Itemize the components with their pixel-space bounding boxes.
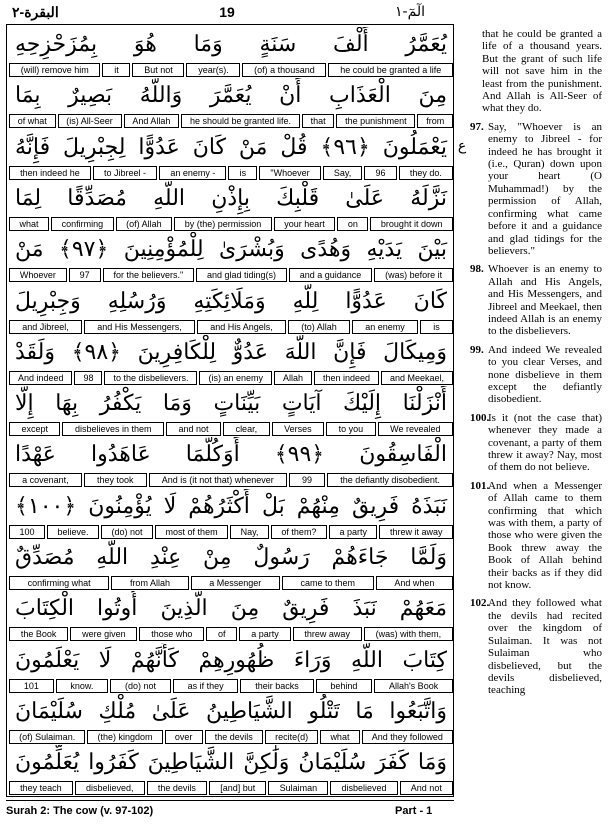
word-meaning: and His Messengers, <box>84 320 195 334</box>
word-meanings <box>9 781 453 795</box>
verse-translation: And when a Messenger of Allah came to them confirming that which was with them, a party of those who were given the Book threw away the Book of Allah behind their backs as if they did not know. <box>488 479 602 592</box>
word-meanings <box>9 679 453 693</box>
word-meaning: he should be granted life. <box>181 114 300 128</box>
word-meanings <box>9 166 453 180</box>
word-meaning: except <box>9 422 61 436</box>
word-meaning: a party <box>239 627 290 641</box>
word-meaning: 96 <box>364 166 396 180</box>
ruku-mark: ع <box>457 138 467 154</box>
word-meaning: those who <box>139 627 204 641</box>
arabic-text: وَاتَّبَعُوا مَا تَتْلُو الشَّيَاطِينُ عَلَىٰ مُلْكِ سُلَيْمَانَ <box>15 698 447 724</box>
word-meanings <box>9 371 453 385</box>
word-meaning: year(s). <box>186 63 240 77</box>
translation-verse <box>470 344 602 406</box>
verse-number: 98. <box>470 263 484 276</box>
word-meaning: then indeed he <box>9 166 91 180</box>
word-meaning: the devils <box>147 781 207 795</box>
word-meaning: were given <box>70 627 137 641</box>
word-meaning: Say, <box>323 166 363 180</box>
word-meaning: 99 <box>289 473 325 487</box>
footer-divider <box>6 800 454 801</box>
word-by-word-panel <box>6 24 454 797</box>
verse-translation: Is it (not the case that) whenever they made a covenant, a party of them threw it away? Nay, most of them do not believe. <box>488 411 602 474</box>
word-meaning: But not <box>132 63 184 77</box>
word-meaning: recite(d) <box>265 730 318 744</box>
verse-number: 97. <box>470 120 484 133</box>
translation-verse <box>470 597 602 696</box>
footer-surah-info: Surah 2: The cow (v. 97-102) <box>6 805 154 817</box>
word-meanings <box>9 627 453 641</box>
header-part-name: الٓمٓ-١ <box>395 4 426 20</box>
arabic-text: أَنْزَلْنَا إِلَيْكَ آيَاتٍ بَيِّنَاتٍ وَمَا يَكْفُرُ بِهَا إِلَّا <box>15 391 447 417</box>
word-meaning: came to them <box>282 576 374 590</box>
translation-panel <box>470 28 602 798</box>
arabic-text: كِتَابَ اللَّهِ وَرَاءَ ظُهُورِهِمْ كَأَنَّهُمْ لَا يَعْلَمُونَ <box>15 647 447 673</box>
word-meaning: And is (it not that) whenever <box>149 473 287 487</box>
word-meaning: (will) remove him <box>9 63 100 77</box>
verse-line <box>9 643 453 694</box>
word-meaning: (of) a thousand <box>242 63 326 77</box>
word-meaning: over <box>165 730 203 744</box>
word-meaning: And they followed <box>362 730 453 744</box>
word-meaning: the devils <box>205 730 263 744</box>
word-meaning: a Messenger <box>191 576 280 590</box>
word-meaning: is <box>420 320 453 334</box>
verse-number: 101. <box>470 479 490 492</box>
word-meanings <box>9 114 453 128</box>
word-meaning: of what <box>9 114 56 128</box>
word-meaning: disbelieves in them <box>62 422 164 436</box>
verse-translation: And indeed We revealed to you clear Verses, and none disbelieve in them except the defiantly disobedient. <box>488 343 602 406</box>
word-meaning: the defiantly disobedient. <box>327 473 453 487</box>
arabic-text: يُعَمَّرُ أَلْفَ سَنَةٍ وَمَا هُوَ بِمُزَحْزِحِهِ <box>15 32 447 57</box>
translation-verse <box>470 263 602 337</box>
verse-line <box>9 232 453 283</box>
word-meaning: (the) kingdom <box>87 730 162 744</box>
word-meaning: [and] but <box>209 781 266 795</box>
word-meaning: they do. <box>399 166 453 180</box>
word-meaning: the punishment <box>336 114 415 128</box>
arabic-text: مِنَ الْعَذَابِ أَنْ يُعَمَّرَ وَاللَّهُ بَصِيرٌ بِمَا <box>15 83 447 109</box>
word-meaning: Sulaiman <box>268 781 328 795</box>
word-meaning: Whoever <box>9 268 67 282</box>
word-meaning: behind <box>316 679 373 693</box>
verse-line <box>9 591 453 642</box>
word-meaning: (is) All-Seer <box>58 114 122 128</box>
verse-number: 102. <box>470 597 490 610</box>
word-meaning: and Meekael, <box>381 371 453 385</box>
word-meaning: disbelieved, <box>75 781 145 795</box>
word-meaning: (is) an enemy <box>199 371 272 385</box>
word-meaning: and glad tiding(s) <box>196 268 287 282</box>
word-meaning: (of) Allah <box>116 217 173 231</box>
word-meaning: believe. <box>47 525 99 539</box>
word-meanings <box>9 63 453 77</box>
page-number: 19 <box>219 4 235 20</box>
word-meaning: (do) not <box>101 525 153 539</box>
word-meaning: their backs <box>240 679 313 693</box>
word-meaning: threw it away <box>379 525 453 539</box>
word-meaning: an enemy - <box>159 166 226 180</box>
word-meaning: to you <box>326 422 376 436</box>
word-meanings <box>9 473 453 487</box>
word-meaning: (do) not <box>110 679 171 693</box>
word-meaning: We revealed <box>378 422 453 436</box>
verse-line <box>9 181 453 232</box>
word-meaning: it <box>102 63 130 77</box>
verse-translation: Say, "Whoever is an enemy to Jibreel - for indeed he has brought it (i.e., Quran) down upon your heart (O Muhammad!) by the permission of Allah, confirming what came before it and a guidance and glad tidings for the believers." <box>488 120 602 257</box>
word-meaning: 101 <box>9 679 54 693</box>
word-meanings <box>9 217 453 231</box>
verse-number: 99. <box>470 343 484 356</box>
translation-verse <box>470 121 602 257</box>
word-meaning: and His Angels, <box>197 320 286 334</box>
word-meaning: they took <box>84 473 147 487</box>
word-meaning: And when <box>376 576 453 590</box>
arabic-text: وَمِيكَالَ فَإِنَّ اللَّهَ عَدُوٌّ لِلْكَافِرِينَ ﴿٩٨﴾ وَلَقَدْ <box>15 339 447 365</box>
translation-verse <box>470 480 602 592</box>
verse-line <box>9 540 453 591</box>
word-meaning: for the believers." <box>103 268 195 282</box>
verse-translation: And they followed what the devils had recited over the kingdom of Sulaiman. It was not Sulaiman who disbelieved, but the devils disbelieved, teaching <box>488 597 602 697</box>
word-meaning: to the disbelievers. <box>104 371 197 385</box>
header-surah-name: البقرة-٢ <box>12 4 59 20</box>
word-meaning: "Whoever <box>259 166 321 180</box>
word-meaning: most of them <box>155 525 228 539</box>
word-meaning: and a guidance <box>289 268 372 282</box>
verse-line <box>9 694 453 745</box>
word-meaning: 100 <box>9 525 45 539</box>
word-meaning: threw away <box>293 627 362 641</box>
word-meanings <box>9 730 453 744</box>
word-meaning: and not <box>166 422 221 436</box>
word-meaning: from <box>417 114 453 128</box>
word-meaning: clear, <box>223 422 270 436</box>
arabic-text: الْفَاسِقُونَ ﴿٩٩﴾ أَوَكُلَّمَا عَاهَدُوا عَهْدًا <box>15 442 447 468</box>
arabic-text: نَبَذَهُ فَرِيقٌ مِنْهُمْ بَلْ أَكْثَرُهُمْ لَا يُؤْمِنُونَ ﴿١٠٠﴾ <box>15 493 447 519</box>
word-meaning: 97 <box>69 268 101 282</box>
verse-line <box>9 78 453 129</box>
word-meanings <box>9 268 453 282</box>
word-meaning: what <box>9 217 49 231</box>
arabic-text: نَزَّلَهُ عَلَىٰ قَلْبِكَ بِإِذْنِ اللَّهِ مُصَدِّقًا لِمَا <box>15 185 447 211</box>
verse-line <box>9 27 453 78</box>
word-meanings <box>9 320 453 334</box>
arabic-text: وَلَمَّا جَاءَهُمْ رَسُولٌ مِنْ عِنْدِ اللَّهِ مُصَدِّقٌ <box>15 545 447 570</box>
word-meaning: a covenant, <box>9 473 82 487</box>
verse-line <box>9 335 453 386</box>
translation-verse <box>470 28 602 115</box>
word-meanings <box>9 576 453 590</box>
verse-line <box>9 284 453 335</box>
word-meaning: And Allah <box>124 114 180 128</box>
word-meaning: he could be granted a life <box>328 63 453 77</box>
verse-translation: that he could be granted a life of a thousand years. But the grant of such life will not save him in the least from the punishment. And Allah is All-Seer of what they do. <box>482 28 602 115</box>
arabic-text: بَيْنَ يَدَيْهِ وَهُدًى وَبُشْرَىٰ لِلْمُؤْمِنِينَ ﴿٩٧﴾ مَنْ <box>15 237 447 263</box>
word-meaning: And not <box>400 781 453 795</box>
word-meaning: know. <box>56 679 109 693</box>
word-meaning: as if they <box>173 679 239 693</box>
word-meaning: they teach <box>9 781 73 795</box>
verse-translation: Whoever is an enemy to Allah and His Angels, and His Messengers, and Jibreel and Meekael, then indeed Allah is an enemy to the disbelievers. <box>488 263 602 338</box>
word-meaning: brought it down <box>370 217 453 231</box>
word-meanings <box>9 422 453 436</box>
word-meaning: Allah <box>274 371 312 385</box>
footer-part: Part - 1 <box>395 805 433 817</box>
arabic-text: وَمَا كَفَرَ سُلَيْمَانُ وَلَٰكِنَّ الشَّيَاطِينَ كَفَرُوا يُعَلِّمُونَ <box>15 750 447 776</box>
verse-line <box>9 489 453 540</box>
word-meaning: disbelieved <box>330 781 397 795</box>
word-meaning: your heart <box>274 217 336 231</box>
word-meaning: the Book <box>9 627 68 641</box>
word-meaning: to Jibreel - <box>93 166 157 180</box>
word-meaning: (of) Sulaiman. <box>9 730 85 744</box>
word-meaning: by (the) permission <box>174 217 272 231</box>
word-meaning: (to) Allah <box>288 320 350 334</box>
word-meaning: from Allah <box>111 576 188 590</box>
word-meaning: And indeed <box>9 371 73 385</box>
word-meaning: (was) before it <box>374 268 453 282</box>
word-meaning: what <box>320 730 359 744</box>
arabic-text: كَانَ عَدُوًّا لِلَّهِ وَمَلَائِكَتِهِ وَرُسُلِهِ وَجِبْرِيلَ <box>15 288 447 314</box>
translation-verse <box>470 412 602 474</box>
verse-line <box>9 130 453 181</box>
verse-line <box>9 437 453 488</box>
word-meaning: Verses <box>272 422 325 436</box>
arabic-text: يَعْمَلُونَ ﴿٩٦﴾ قُلْ مَنْ كَانَ عَدُوًّا لِجِبْرِيلَ فَإِنَّهُ <box>15 134 447 160</box>
word-meaning: confirming what <box>9 576 109 590</box>
word-meaning: on <box>337 217 368 231</box>
word-meaning: Nay, <box>230 525 269 539</box>
word-meaning: 98 <box>74 371 102 385</box>
arabic-text: مَعَهُمْ نَبَذَ فَرِيقٌ مِنَ الَّذِينَ أُوتُوا الْكِتَابَ <box>15 596 447 622</box>
verse-line <box>9 386 453 437</box>
word-meaning: an enemy <box>352 320 418 334</box>
word-meaning: Allah's Book <box>374 679 453 693</box>
word-meaning: confirming <box>51 217 114 231</box>
word-meaning: (was) with them, <box>364 627 453 641</box>
verse-line <box>9 745 453 796</box>
word-meaning: of <box>206 627 237 641</box>
word-meaning: then indeed <box>314 371 379 385</box>
word-meaning: of them? <box>271 525 327 539</box>
word-meaning: and Jibreel, <box>9 320 82 334</box>
verse-number: 100. <box>470 411 490 424</box>
word-meaning: that <box>302 114 335 128</box>
word-meaning: is <box>228 166 257 180</box>
word-meanings <box>9 525 453 539</box>
word-meaning: a party <box>329 525 378 539</box>
